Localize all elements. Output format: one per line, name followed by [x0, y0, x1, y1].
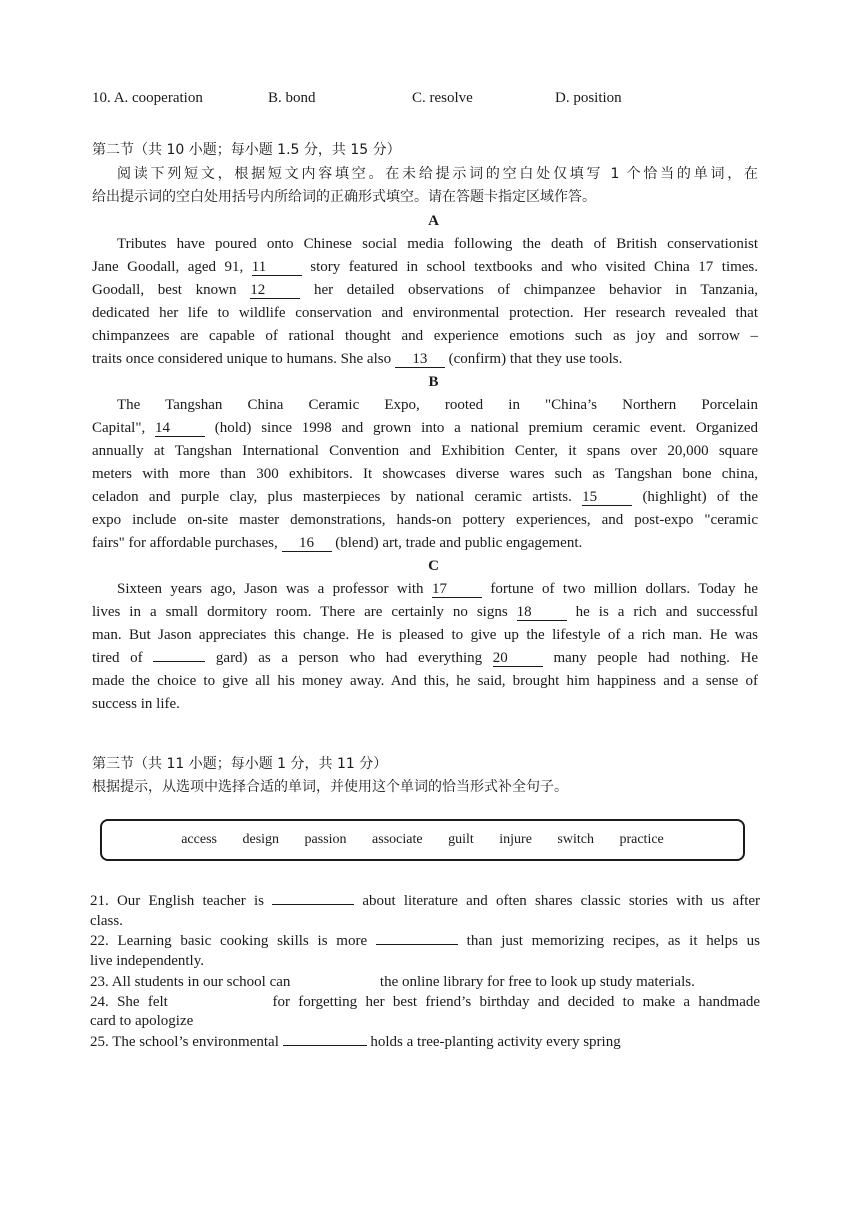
text-segment: her detailed observations of chimpanzee behavior in Tanzania,: [313, 282, 759, 298]
passage-c-label: C: [428, 558, 439, 574]
q10-option-a: [92, 88, 203, 108]
blank-20[interactable]: 20: [493, 650, 543, 667]
passage-b-label: B: [428, 374, 439, 390]
question-24-continued: card to apologize: [90, 1013, 194, 1029]
text-segment: fairs" for affordable purchases,: [92, 535, 278, 551]
word-bank-item: design: [242, 832, 280, 847]
passage-c-line: success in life.: [92, 696, 180, 712]
question-23: [90, 972, 695, 992]
passage-b-line: [92, 533, 582, 553]
passage-a-label: A: [428, 213, 439, 229]
section3-heading: 第三节（共 11 小题；每小题 1 分，共 11 分）: [92, 756, 388, 772]
question-number: 25.: [90, 1034, 109, 1050]
passage-c-line: [117, 579, 758, 599]
passage-a-line: dedicated her life to wildlife conservation and environmental protection. Her research revealed that: [92, 305, 758, 321]
text-segment: tired of: [92, 650, 143, 666]
text-segment: many people had nothing. He: [553, 650, 759, 666]
question-25: [90, 1032, 621, 1052]
blank-16[interactable]: 16: [282, 535, 332, 552]
section2-instruction-line2: 给出提示词的空白处用括号内所给词的正确形式填空。请在答题卡指定区域作答。: [92, 189, 596, 205]
blank-15[interactable]: 15: [582, 489, 632, 506]
text-segment: celadon and purple clay, plus masterpieces by national ceramic artists.: [92, 489, 572, 505]
text-segment: (hold) since 1998 and grown into a national premium ceramic event. Organized: [214, 420, 759, 436]
text-segment: The school’s environmental: [112, 1034, 279, 1050]
question-number: 22.: [90, 933, 109, 949]
text-segment: All students in our school can: [111, 974, 291, 990]
text-segment: Sixteen years ago, Jason was a professor with: [117, 581, 424, 597]
passage-b-line: expo include on-site master demonstrations, hands-on pottery experiences, and post-expo "ceramic: [92, 512, 758, 528]
answer-blank-21[interactable]: [272, 904, 354, 905]
word-bank-item: guilt: [448, 832, 474, 847]
word-bank: [102, 832, 743, 848]
text-segment: Learning basic cooking skills is more: [117, 933, 368, 949]
passage-c-line: [92, 648, 758, 668]
passage-b-line: The Tangshan China Ceramic Expo, rooted in "China’s Northern Porcelain: [117, 397, 758, 413]
word-bank-item: access: [181, 832, 217, 847]
q10-option-d: D. position: [555, 90, 622, 106]
word-bank-item: injure: [499, 832, 532, 847]
section2-instruction-line1: 阅读下列短文，根据短文内容填空。在未给提示词的空白处仅填写 1 个恰当的单词，在: [117, 166, 758, 182]
text-segment: traits once considered unique to humans. She also: [92, 351, 392, 367]
text-segment: Capital",: [92, 420, 146, 436]
word-bank-item: passion: [304, 832, 347, 847]
answer-blank-25[interactable]: [283, 1045, 367, 1046]
text-segment: he is a rich and successful: [575, 604, 759, 620]
question-21: [90, 891, 760, 911]
text-segment: lives in a small dormitory room. There are certainly no signs: [92, 604, 508, 620]
text-segment: than just memorizing recipes, as it helps us: [466, 933, 761, 949]
passage-b-line: meters with more than 300 exhibitors. It showcases diverse wares such as Tangshan bone china,: [92, 466, 758, 482]
passage-b-line: [92, 487, 758, 507]
word-bank-item: associate: [372, 832, 423, 847]
question-24: [90, 992, 760, 1012]
word-bank-item: switch: [557, 832, 594, 847]
q10-option-b: B. bond: [268, 90, 316, 106]
blank-13[interactable]: 13: [395, 351, 445, 368]
blank-14[interactable]: 14: [155, 420, 205, 437]
blank-19[interactable]: [153, 661, 205, 662]
passage-a-line: [92, 349, 622, 369]
question-number: 21.: [90, 893, 109, 909]
text-segment: Jane Goodall, aged 91,: [92, 259, 244, 275]
text-segment: the online library for free to look up study materials.: [379, 974, 695, 990]
question-21-continued: class.: [90, 913, 123, 929]
q10-number: 10.: [92, 90, 111, 106]
passage-a-line: [92, 280, 758, 300]
question-22-continued: live independently.: [90, 953, 204, 969]
blank-17[interactable]: 17: [432, 581, 482, 598]
text-segment: fortune of two million dollars. Today he: [490, 581, 759, 597]
q10-option-a-text: A. cooperation: [113, 90, 203, 106]
passage-a-line: chimpanzees are capable of rational thought and experience emotions such as joy and sorrow –: [92, 328, 758, 344]
text-segment: Goodall, best known: [92, 282, 237, 298]
passage-c-line: man. But Jason appreciates this change. He is pleased to give up the lifestyle of a rich man. He was: [92, 627, 758, 643]
blank-18[interactable]: 18: [517, 604, 567, 621]
question-number: 24.: [90, 994, 109, 1010]
passage-b-line: annually at Tangshan International Convention and Exhibition Center, it spans over 20,000 square: [92, 443, 758, 459]
word-bank-item: practice: [619, 832, 664, 847]
text-segment: (blend) art, trade and public engagement.: [335, 535, 583, 551]
text-segment: (highlight) of the: [642, 489, 759, 505]
question-22: [90, 931, 760, 951]
passage-b-line: [92, 418, 758, 438]
text-segment: for forgetting her best friend’s birthday and decided to make a handmade: [272, 994, 761, 1010]
answer-blank-22[interactable]: [376, 944, 458, 945]
word-bank-box: [100, 819, 745, 861]
passage-a-line: [92, 257, 758, 277]
passage-c-line: [92, 602, 758, 622]
text-segment: gard) as a person who had everything: [215, 650, 483, 666]
blank-11[interactable]: 11: [252, 259, 302, 276]
question-number: 23.: [90, 974, 109, 990]
text-segment: (confirm) that they use tools.: [448, 351, 623, 367]
section2-heading: 第二节（共 10 小题；每小题 1.5 分，共 15 分）: [92, 142, 401, 158]
q10-option-c: C. resolve: [412, 90, 473, 106]
text-segment: about literature and often shares classic stories with us after: [362, 893, 761, 909]
text-segment: Our English teacher is: [116, 893, 264, 909]
text-segment: story featured in school textbooks and who visited China 17 times.: [310, 259, 759, 275]
text-segment: holds a tree-planting activity every spring: [370, 1034, 621, 1050]
section3-instruction: 根据提示，从选项中选择合适的单词，并使用这个单词的恰当形式补全句子。: [92, 779, 568, 795]
blank-12[interactable]: 12: [250, 282, 300, 299]
passage-a-line: Tributes have poured onto Chinese social media following the death of British conservationist: [117, 236, 758, 252]
passage-c-line: made the choice to give all his money away. And this, he said, brought him happiness and a sense of: [92, 673, 758, 689]
text-segment: She felt: [117, 994, 168, 1010]
